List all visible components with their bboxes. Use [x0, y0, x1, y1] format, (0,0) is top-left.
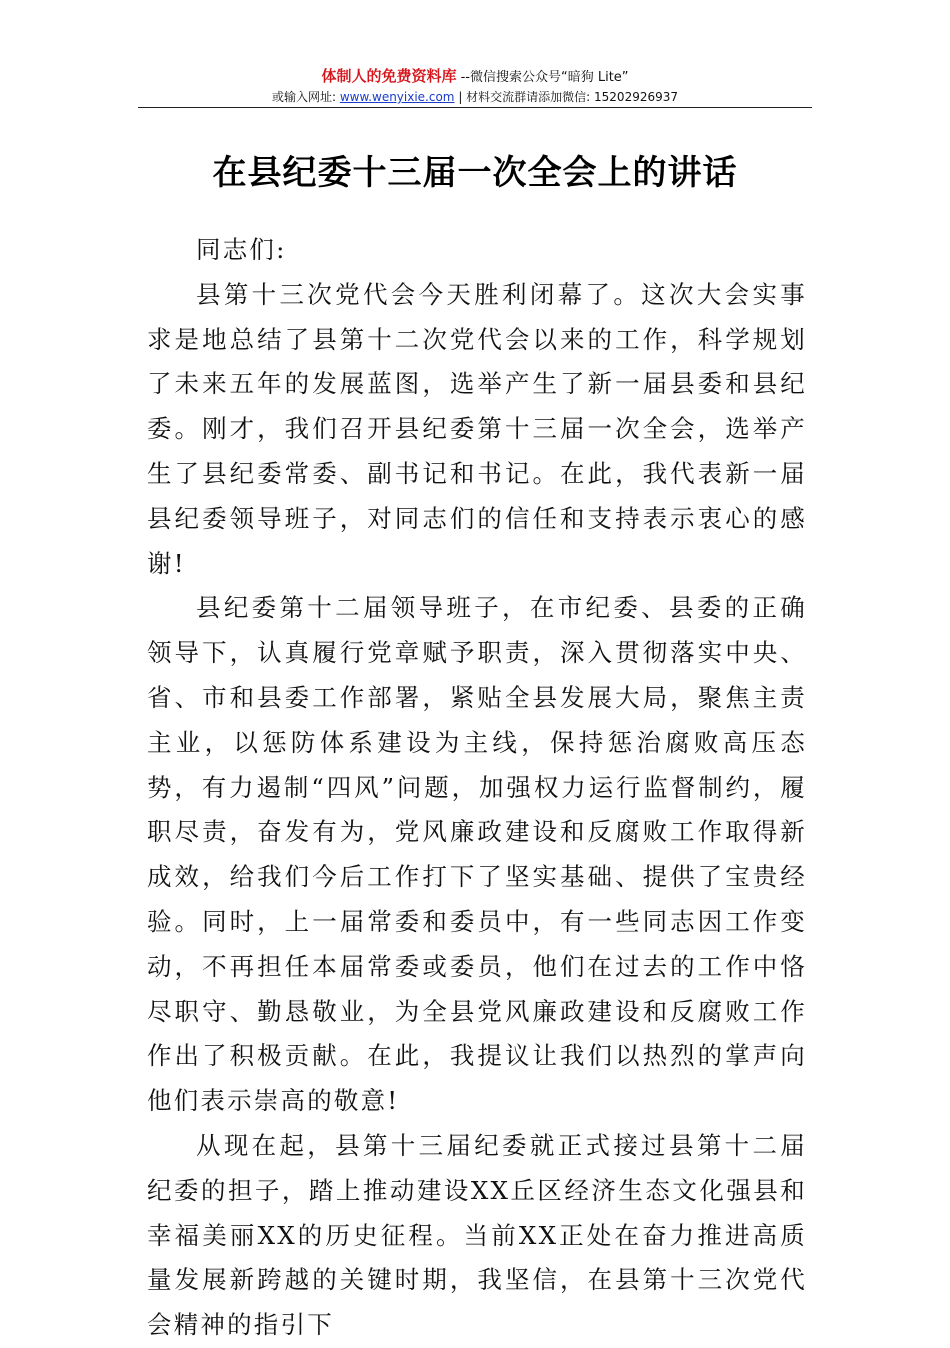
page-header: [138, 66, 812, 106]
salutation: 同志们:: [196, 235, 287, 264]
header-divider: [138, 107, 812, 108]
paragraph-2: 县纪委第十二届领导班子，在市纪委、县委的正确领导下，认真履行党章赋予职责，深入贯彻落实中央、省、市和县委工作部署，紧贴全县发展大局，聚焦主责主业，以惩防体系建设为主线，保持惩治腐败高压态势，有力遏制“四风”问题，加强权力运行监督制约，履职尽责，奋发有为，党风廉政建设和反腐败工作取得新成效，给我们今后工作打下了坚实基础、提供了宝贵经验。同时，上一届常委和委员中，有一些同志因工作变动，不再担任本届常委或委员，他们在过去的工作中恪尽职守、勤恳敬业，为全县党风廉政建设和反腐败工作作出了积极贡献。在此，我提议让我们以热烈的掌声向他们表示崇高的敬意!: [147, 593, 807, 1116]
document-title: 在县纪委十三届一次全会上的讲话: [212, 153, 738, 193]
paragraph-3: 从现在起，县第十三届纪委就正式接过县第十二届纪委的担子，踏上推动建设XX丘区经济生态文化强县和幸福美丽XX的历史征程。当前XX正处在奋力推进高质量发展新跨越的关键时期，我坚信，在县第十三次党代会精神的指引下: [147, 1130, 807, 1340]
url-prefix: 或输入网址:: [271, 90, 340, 104]
paragraph-1: 县第十三次党代会今天胜利闭幕了。这次大会实事求是地总结了县第十二次党代会以来的工作，科学规划了未来五年的发展蓝图，选举产生了新一届县委和县纪委。刚才，我们召开县纪委第十三届一次全会，选举产生了县纪委常委、副书记和书记。在此，我代表新一届县纪委领导班子，对同志们的信任和支持表示衷心的感谢!: [147, 279, 807, 578]
header-tagline: --微信搜索公众号“暗狗 Lite”: [456, 70, 629, 85]
header-line-2: [138, 88, 812, 106]
header-line-1: [138, 66, 812, 88]
website-link[interactable]: www.wenyixie.com: [339, 90, 455, 104]
document-body: [147, 228, 807, 1348]
contact-info: | 材料交流群请添加微信: 15202926937: [454, 90, 679, 104]
brand-name: 体制人的免费资料库: [321, 67, 457, 85]
